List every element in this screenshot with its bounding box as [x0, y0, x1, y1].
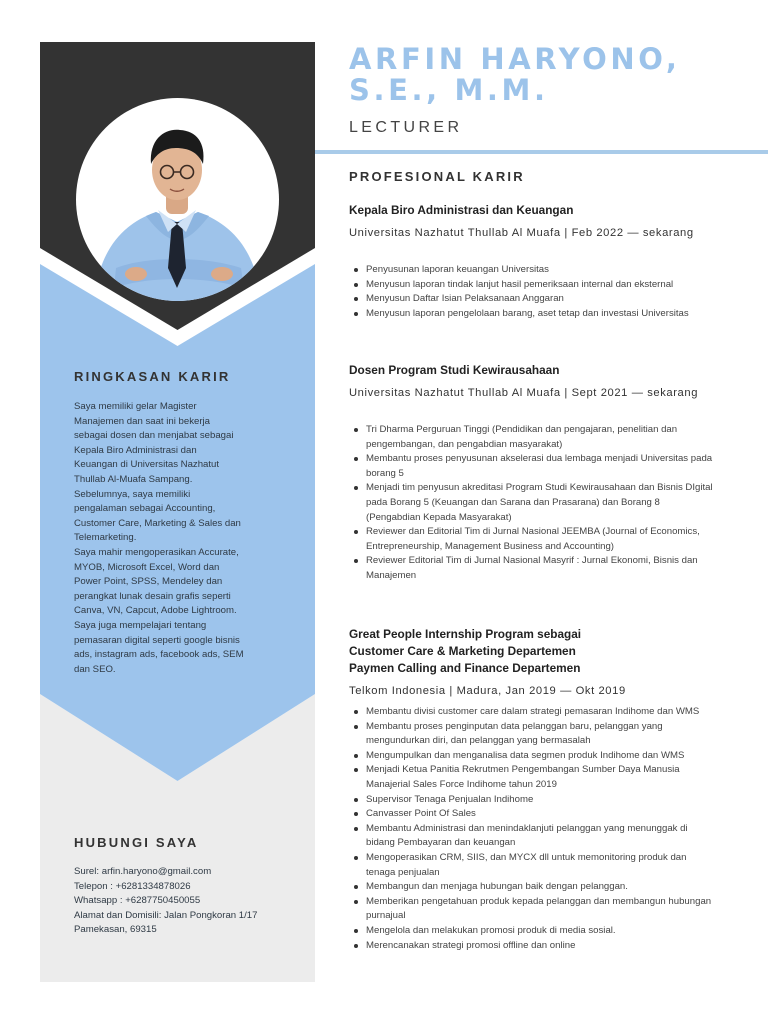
job-bullet: Menyusun Daftar Isian Pelaksanaan Anggaran	[353, 292, 713, 307]
job-bullet: Mengumpulkan dan menganalisa data segmen produk Indihome dan WMS	[353, 749, 713, 764]
job-bullet: Supervisor Tenaga Penjualan Indihome	[353, 793, 713, 808]
profile-photo	[76, 98, 279, 301]
contact-heading: HUBUNGI SAYA	[74, 835, 199, 850]
job-org-2: Universitas Nazhatut Thullab Al Muafa | Sept 2021 — sekarang	[349, 387, 699, 399]
job-bullet: Menyusun laporan tindak lanjut hasil pemeriksaan internal dan eksternal	[353, 278, 713, 293]
job-title-3: Great People Internship Program sebagai Customer Care & Marketing Departemen Paymen Calling and Finance Departemen	[349, 627, 582, 675]
job-bullet: Menjadi Ketua Panitia Rekrutmen Pengembangan Sumber Daya Manusia Manajerial Sales Force Indihome tahun 2019	[353, 763, 713, 792]
job-bullets-1	[353, 263, 713, 321]
job-bullet: Mengelola dan melakukan promosi produk di media sosial.	[353, 924, 713, 939]
job-role: LECTURER	[349, 119, 463, 136]
contact-address: Alamat dan Domisili: Jalan Pongkoran 1/17	[74, 909, 258, 921]
contact-whatsapp: Whatsapp : +6287750450055	[74, 895, 201, 907]
job-bullet: Memberikan pengetahuan produk kepada pelanggan dan membangun hubungan purnajual	[353, 895, 713, 924]
job-title-2: Dosen Program Studi Kewirausahaan	[349, 363, 560, 377]
job-bullet: Membantu proses penginputan data pelanggan baru, pelanggan yang mengundurkan diri, dan pelanggan yang bermasalah	[353, 720, 713, 749]
job-org-3: Telkom Indonesia | Madura, Jan 2019 — Okt 2019	[349, 685, 626, 697]
job-bullet: Membangun dan menjaga hubungan baik dengan pelanggan.	[353, 880, 713, 895]
job-bullet: Reviewer dan Editorial Tim di Jurnal Nasional JEEMBA (Journal of Economics, Entrepreneurship, Management Business and Accounting)	[353, 525, 713, 554]
career-summary-text: Saya memiliki gelar Magister Manajemen dan saat ini bekerja sebagai dosen dan menjabat sebagai Kepala Biro Administrasi dan Keuangan di Universitas Nazhatut Thullab Al-Muafa Sampang. Sebelumnya, saya memiliki pengalaman sebagai Accounting, Customer Care, Marketing & Sales dan Telemarketing. Saya mahir mengoperasikan Accurate, MYOB, Microsoft Excel, Word dan Power Point, SPSS, Mendeley dan perangkat lunak desain grafis seperti Canva, VN, Capcut, Adobe Lightroom. Saya juga mempelajari tentang pemasaran digital seperti google bisnis ads, instagram ads, facebook ads, SEM dan SEO.	[74, 401, 244, 675]
job-bullet: Penyusunan laporan keuangan Universitas	[353, 263, 713, 278]
job-bullet: Canvasser Point Of Sales	[353, 807, 713, 822]
job-bullet: Merencanakan strategi promosi offline dan online	[353, 939, 713, 954]
contact-phone: Telepon : +6281334878026	[74, 880, 191, 892]
job-bullet: Membantu Administrasi dan menindaklanjuti pelanggan yang menunggak di bidang Pembayaran dan keuangan	[353, 822, 713, 851]
job-bullet: Menjadi tim penyusun akreditasi Program Studi Kewirausahaan dan Bisnis DIgital pada Borang 5 (Keuangan dan Sarana dan Prasarana) dan Borang 8 (Pengabdian Kepada Masyarakat)	[353, 481, 713, 525]
career-heading: PROFESIONAL KARIR	[349, 169, 525, 184]
contact-list	[74, 865, 304, 938]
header-divider	[315, 150, 768, 154]
job-bullet: Membantu proses penyusunan akselerasi dua lembaga menjadi Universitas pada borang 5	[353, 452, 713, 481]
person-name: ARFIN HARYONO, S.E., M.M.	[349, 42, 681, 107]
job-bullets-2	[353, 423, 713, 584]
job-bullet: Mengoperasikan CRM, SIIS, dan MYCX dll untuk memonitoring produk dan tenaga penjualan	[353, 851, 713, 880]
career-summary-heading: RINGKASAN KARIR	[74, 369, 231, 384]
job-org-1: Universitas Nazhatut Thullab Al Muafa | Feb 2022 — sekarang	[349, 227, 694, 239]
contact-email: Surel: arfin.haryono@gmail.com	[74, 866, 212, 877]
contact-city: Pamekasan, 69315	[74, 924, 157, 936]
job-bullets-3	[353, 705, 713, 953]
job-title-1: Kepala Biro Administrasi dan Keuangan	[349, 203, 574, 217]
left-sidebar	[40, 42, 315, 982]
job-bullet: Tri Dharma Perguruan Tinggi (Pendidikan dan pengajaran, penelitian dan pengembangan, dan pengabdian masyarakat)	[353, 423, 713, 452]
job-bullet: Membantu divisi customer care dalam strategi pemasaran Indihome dan WMS	[353, 705, 713, 720]
job-bullet: Reviewer Editorial Tim di Jurnal Nasional Masyrif : Jurnal Ekonomi, Bisnis dan Manajemen	[353, 554, 713, 583]
job-bullet: Menyusun laporan pengelolaan barang, aset tetap dan investasi Universitas	[353, 307, 713, 322]
